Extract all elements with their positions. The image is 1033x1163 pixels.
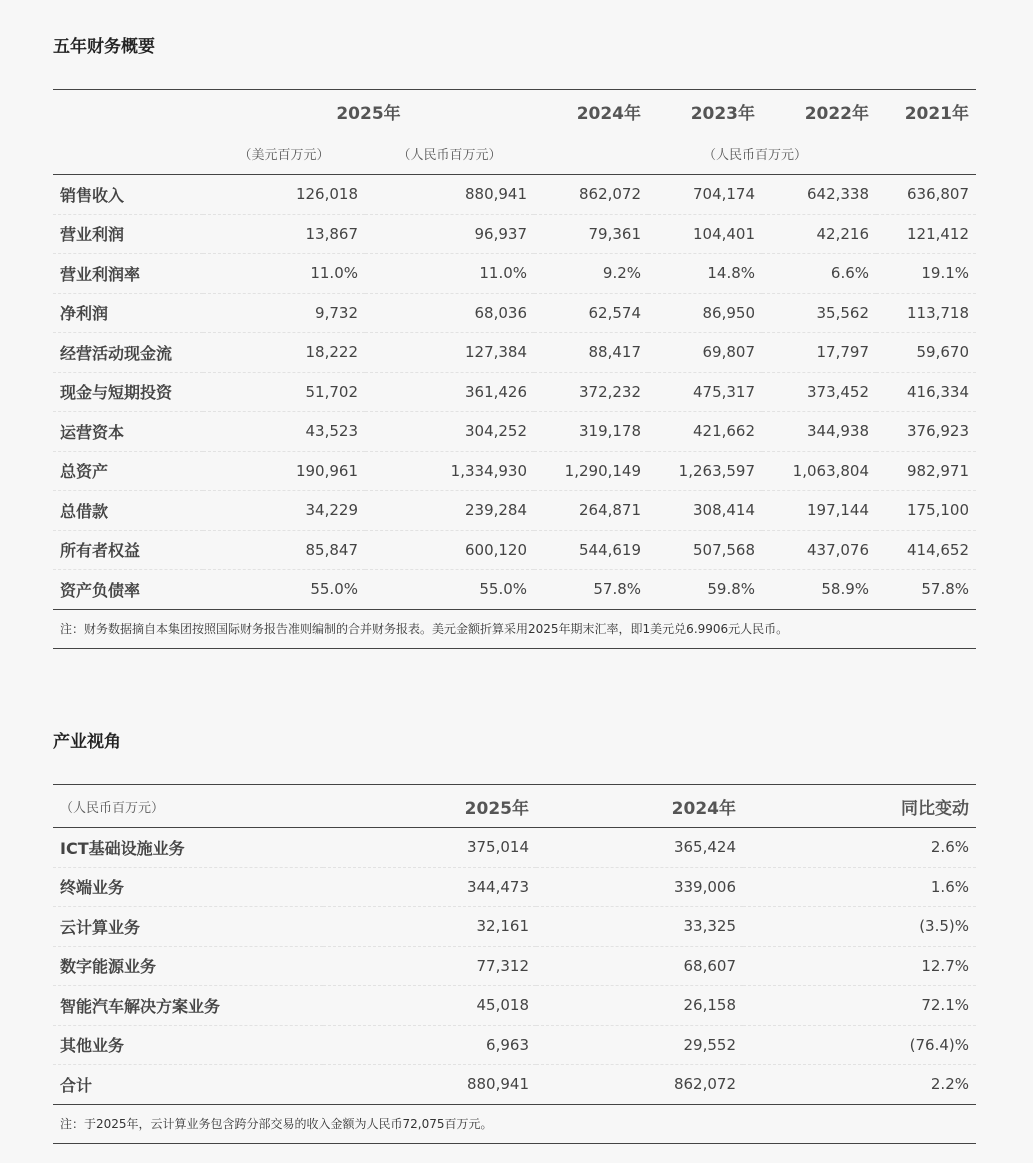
note-text: 注：于2025年，云计算业务包含跨分部交易的收入金额为人民币72,075百万元。 <box>53 1104 976 1143</box>
row-label: 现金与短期投资 <box>53 372 203 412</box>
cell-value: 982,971 <box>876 451 976 491</box>
industry-header-row <box>53 785 976 828</box>
cell-value: 175,100 <box>876 491 976 531</box>
cell-value: 58.9% <box>762 570 876 610</box>
table-row <box>53 451 976 491</box>
row-label: 智能汽车解决方案业务 <box>53 986 323 1026</box>
row-label: ICT基础设施业务 <box>53 828 323 868</box>
cell-value: 9,732 <box>203 293 365 333</box>
year-header-2022: 2022年 <box>804 103 870 124</box>
cell-value: 319,178 <box>534 412 648 452</box>
cell-value: 880,941 <box>323 1065 536 1105</box>
cell-value: 344,473 <box>323 867 536 907</box>
cell-value: 12.7% <box>743 946 976 986</box>
cell-value: 600,120 <box>365 530 534 570</box>
cell-value: 190,961 <box>203 451 365 491</box>
unit-header-row <box>53 132 976 175</box>
cell-value: 239,284 <box>365 491 534 531</box>
row-label: 销售收入 <box>53 175 203 215</box>
cell-value: 42,216 <box>762 214 876 254</box>
cell-value: 862,072 <box>536 1065 743 1105</box>
row-label: 所有者权益 <box>53 530 203 570</box>
cell-value: 62,574 <box>534 293 648 333</box>
cell-value: 69,807 <box>648 333 762 373</box>
table-row <box>53 175 976 215</box>
row-label: 总资产 <box>53 451 203 491</box>
cell-value: 43,523 <box>203 412 365 452</box>
unit-label: （人民币百万元） <box>53 785 323 828</box>
cell-value: 642,338 <box>762 175 876 215</box>
year-header-2025: 2025年 <box>336 103 401 124</box>
note-text: 注：财务数据摘自本集团按照国际财务报告准则编制的合并财务报表。美元金额折算采用2025年期末汇率，即1美元兑6.9906元人民币。 <box>53 609 976 648</box>
cell-value: 113,718 <box>876 293 976 333</box>
unit-usd: （美元百万元） <box>203 132 365 175</box>
table-row <box>53 1065 976 1105</box>
row-label: 经营活动现金流 <box>53 333 203 373</box>
cell-value: 96,937 <box>365 214 534 254</box>
table-row <box>53 214 976 254</box>
cell-value: 32,161 <box>323 907 536 947</box>
cell-value: 68,036 <box>365 293 534 333</box>
cell-value: 264,871 <box>534 491 648 531</box>
year-header-row <box>53 90 976 133</box>
table-row <box>53 946 976 986</box>
year-header-2023: 2023年 <box>690 103 756 124</box>
cell-value: 33,325 <box>536 907 743 947</box>
cell-value: 544,619 <box>534 530 648 570</box>
cell-value: 636,807 <box>876 175 976 215</box>
cell-value: 6.6% <box>762 254 876 294</box>
cell-value: 79,361 <box>534 214 648 254</box>
cell-value: 18,222 <box>203 333 365 373</box>
cell-value: 1.6% <box>743 867 976 907</box>
cell-value: 11.0% <box>365 254 534 294</box>
row-label: 总借款 <box>53 491 203 531</box>
cell-value: 68,607 <box>536 946 743 986</box>
cell-value: 6,963 <box>323 1025 536 1065</box>
table-row <box>53 570 976 610</box>
cell-value: 17,797 <box>762 333 876 373</box>
cell-value: 1,263,597 <box>648 451 762 491</box>
cell-value: 57.8% <box>876 570 976 610</box>
unit-rmb-2025: （人民币百万元） <box>365 132 534 175</box>
cell-value: 372,232 <box>534 372 648 412</box>
cell-value: 704,174 <box>648 175 762 215</box>
cell-value: (3.5)% <box>743 907 976 947</box>
row-label: 其他业务 <box>53 1025 323 1065</box>
cell-value: 45,018 <box>323 986 536 1026</box>
cell-value: 86,950 <box>648 293 762 333</box>
table-row <box>53 867 976 907</box>
cell-value: 14.8% <box>648 254 762 294</box>
cell-value: 19.1% <box>876 254 976 294</box>
table-row <box>53 293 976 333</box>
cell-value: 376,923 <box>876 412 976 452</box>
cell-value: 26,158 <box>536 986 743 1026</box>
cell-value: 57.8% <box>534 570 648 610</box>
five-year-financial-summary-table <box>53 89 976 649</box>
cell-value: 2.2% <box>743 1065 976 1105</box>
cell-value: 126,018 <box>203 175 365 215</box>
cell-value: 51,702 <box>203 372 365 412</box>
table-row <box>53 254 976 294</box>
cell-value: 59,670 <box>876 333 976 373</box>
cell-value: 304,252 <box>365 412 534 452</box>
cell-value: 77,312 <box>323 946 536 986</box>
row-label: 终端业务 <box>53 867 323 907</box>
cell-value: 414,652 <box>876 530 976 570</box>
unit-rmb-prior: （人民币百万元） <box>534 132 976 175</box>
cell-value: 35,562 <box>762 293 876 333</box>
row-label: 资产负债率 <box>53 570 203 610</box>
cell-value: 2.6% <box>743 828 976 868</box>
row-label: 营业利润 <box>53 214 203 254</box>
header-2024: 2024年 <box>536 785 743 828</box>
cell-value: 59.8% <box>648 570 762 610</box>
cell-value: 121,412 <box>876 214 976 254</box>
cell-value: 88,417 <box>534 333 648 373</box>
section-title-financial-summary: 五年财务概要 <box>53 37 155 57</box>
cell-value: 127,384 <box>365 333 534 373</box>
cell-value: 29,552 <box>536 1025 743 1065</box>
table-row <box>53 372 976 412</box>
cell-value: 339,006 <box>536 867 743 907</box>
table-row <box>53 986 976 1026</box>
cell-value: (76.4)% <box>743 1025 976 1065</box>
cell-value: 13,867 <box>203 214 365 254</box>
cell-value: 416,334 <box>876 372 976 412</box>
header-2025: 2025年 <box>323 785 536 828</box>
cell-value: 197,144 <box>762 491 876 531</box>
table-row <box>53 412 976 452</box>
row-label: 净利润 <box>53 293 203 333</box>
table-row <box>53 1025 976 1065</box>
cell-value: 375,014 <box>323 828 536 868</box>
cell-value: 1,334,930 <box>365 451 534 491</box>
cell-value: 308,414 <box>648 491 762 531</box>
industry-view-table <box>53 784 976 1144</box>
cell-value: 344,938 <box>762 412 876 452</box>
cell-value: 72.1% <box>743 986 976 1026</box>
table-row <box>53 333 976 373</box>
table-note <box>53 609 976 648</box>
cell-value: 85,847 <box>203 530 365 570</box>
cell-value: 9.2% <box>534 254 648 294</box>
table-row <box>53 828 976 868</box>
row-label: 营业利润率 <box>53 254 203 294</box>
table-row <box>53 907 976 947</box>
cell-value: 1,063,804 <box>762 451 876 491</box>
cell-value: 507,568 <box>648 530 762 570</box>
cell-value: 421,662 <box>648 412 762 452</box>
header-yoy-change: 同比变动 <box>743 785 976 828</box>
year-header-2024: 2024年 <box>576 103 642 124</box>
cell-value: 104,401 <box>648 214 762 254</box>
cell-value: 1,290,149 <box>534 451 648 491</box>
cell-value: 475,317 <box>648 372 762 412</box>
cell-value: 11.0% <box>203 254 365 294</box>
row-label: 运营资本 <box>53 412 203 452</box>
table-row <box>53 491 976 531</box>
cell-value: 373,452 <box>762 372 876 412</box>
cell-value: 862,072 <box>534 175 648 215</box>
cell-value: 55.0% <box>365 570 534 610</box>
row-label: 合计 <box>53 1065 323 1105</box>
cell-value: 55.0% <box>203 570 365 610</box>
cell-value: 880,941 <box>365 175 534 215</box>
cell-value: 437,076 <box>762 530 876 570</box>
cell-value: 361,426 <box>365 372 534 412</box>
cell-value: 34,229 <box>203 491 365 531</box>
table-row <box>53 530 976 570</box>
row-label: 云计算业务 <box>53 907 323 947</box>
table-note <box>53 1104 976 1143</box>
year-header-2021: 2021年 <box>904 103 970 124</box>
section-title-industry-view: 产业视角 <box>53 732 121 752</box>
row-label: 数字能源业务 <box>53 946 323 986</box>
cell-value: 365,424 <box>536 828 743 868</box>
